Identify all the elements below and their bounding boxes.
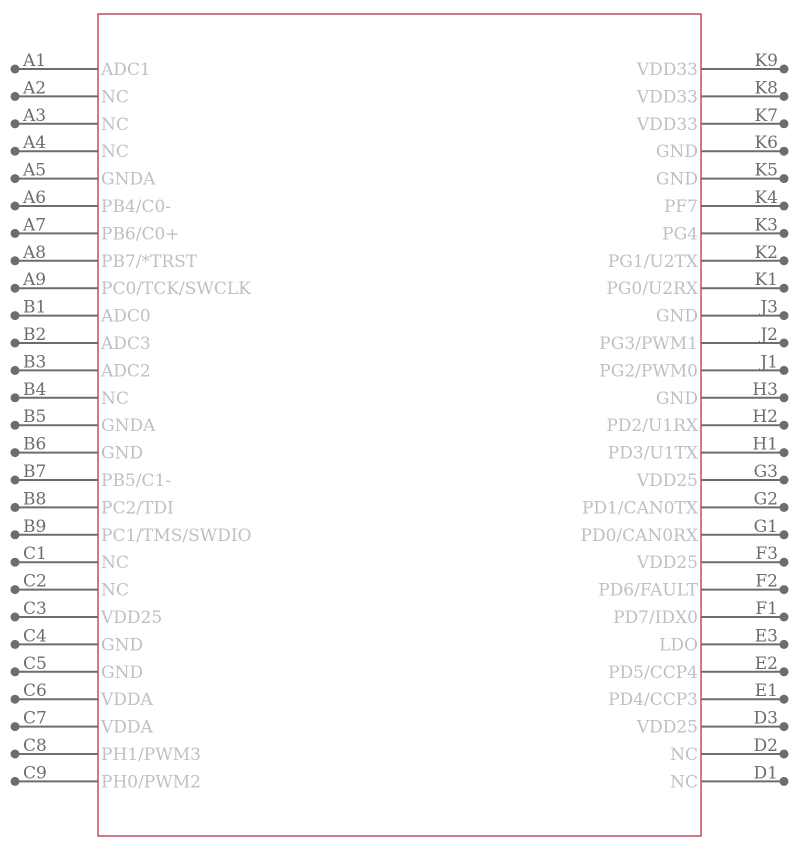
pin-g3 (636, 462, 789, 491)
pin-name-label: GNDA (101, 169, 156, 190)
pin-a3 (11, 106, 129, 135)
pin-name-label: VDD25 (636, 553, 698, 574)
pin-endpoint-dot (780, 667, 789, 676)
pin-name-label: ADC1 (101, 60, 151, 80)
pin-endpoint-dot (11, 503, 20, 512)
pin-number-label: B4 (23, 379, 47, 400)
pin-name-label: PD5/CCP4 (608, 662, 698, 683)
pin-name-label: NC (101, 580, 129, 601)
pin-name-label: VDD25 (101, 608, 163, 628)
pin-number-label: C7 (23, 708, 47, 729)
pin-b7 (11, 462, 172, 491)
pin-number-label: D2 (753, 736, 778, 756)
pin-name-label: NC (101, 388, 129, 409)
pin-endpoint-dot (780, 339, 789, 348)
pin-number-label: C5 (23, 653, 47, 674)
pin-name-label: GND (655, 169, 698, 190)
pin-name-label: GND (655, 142, 698, 163)
pin-endpoint-dot (780, 695, 789, 704)
pin-name-label: VDD25 (636, 717, 698, 738)
pin-name-label: PB4/C0- (101, 197, 172, 217)
pin-endpoint-dot (11, 284, 20, 293)
pin-name-label: ADC0 (101, 306, 151, 327)
pin-number-label: F1 (755, 599, 778, 619)
pin-endpoint-dot (11, 695, 20, 704)
pin-name-label: PD3/U1TX (607, 443, 698, 464)
pin-d3 (636, 709, 789, 738)
pin-d2 (670, 736, 788, 765)
pin-endpoint-dot (780, 750, 789, 759)
pin-number-label: A9 (23, 270, 47, 291)
pin-number-label: B3 (23, 352, 47, 373)
pin-number-label: G1 (753, 516, 778, 537)
pin-endpoint-dot (11, 667, 20, 676)
pin-a6 (11, 188, 172, 217)
pin-number-label: A3 (23, 105, 47, 126)
pin-number-label: F2 (755, 571, 778, 592)
pin-e1 (608, 681, 788, 710)
pin-endpoint-dot (780, 585, 789, 594)
pin-name-label: NC (670, 745, 698, 765)
pin-a5 (11, 161, 157, 190)
pin-endpoint-dot (11, 448, 20, 457)
pin-b4 (11, 380, 129, 409)
pin-number-label: C8 (23, 736, 47, 756)
pin-f2 (598, 572, 788, 601)
pin-name-label: VDD33 (636, 87, 698, 108)
pin-endpoint-dot (11, 174, 20, 183)
pin-endpoint-dot (780, 119, 789, 128)
pin-endpoint-dot (780, 147, 789, 156)
pin-name-label: PC0/TCK/SWCLK (101, 279, 251, 300)
pin-k3 (662, 215, 788, 244)
pin-number-label: J3 (760, 297, 778, 318)
pin-number-label: A4 (23, 133, 47, 154)
pin-endpoint-dot (780, 393, 789, 402)
pin-endpoint-dot (780, 558, 789, 567)
pin-number-label: G2 (753, 489, 778, 510)
pin-name-label: VDD25 (636, 471, 698, 491)
pin-name-label: PD6/FAULT (598, 580, 698, 601)
pin-number-label: A7 (23, 215, 47, 236)
pin-f3 (636, 544, 789, 573)
pin-name-label: GND (655, 388, 698, 409)
pin-endpoint-dot (11, 421, 20, 430)
pin-endpoint-dot (780, 640, 789, 649)
pin-h1 (608, 435, 789, 464)
pin-k2 (608, 243, 789, 272)
pin-c4 (11, 626, 144, 655)
pin-endpoint-dot (780, 229, 789, 238)
pin-b2 (11, 325, 151, 354)
pin-number-label: K2 (754, 242, 778, 263)
pin-number-label: K1 (754, 270, 778, 291)
pin-a8 (11, 243, 198, 272)
pin-number-label: K8 (754, 78, 778, 99)
pin-endpoint-dot (780, 476, 789, 485)
pin-endpoint-dot (780, 722, 789, 731)
pin-name-label: GNDA (101, 416, 156, 437)
pin-endpoint-dot (780, 65, 789, 74)
pin-k8 (636, 78, 789, 107)
pin-name-label: PG3/PWM1 (599, 334, 698, 354)
pin-number-label: A5 (23, 160, 47, 181)
pin-name-label: VDD33 (636, 60, 698, 80)
pin-k6 (656, 133, 789, 162)
pin-name-label: PG0/U2RX (606, 279, 698, 300)
pin-a1 (11, 51, 151, 80)
pin-number-label: E2 (754, 653, 778, 674)
pin-k5 (656, 161, 789, 190)
pin-b5 (11, 407, 157, 436)
pin-number-label: B5 (23, 407, 47, 428)
pin-a9 (11, 270, 252, 299)
pin-endpoint-dot (780, 256, 789, 265)
pin-name-label: PB7/*TRST (101, 251, 198, 272)
pin-name-label: ADC2 (101, 361, 151, 382)
pin-name-label: VDDA (101, 690, 153, 711)
pin-k7 (636, 106, 789, 135)
pin-number-label: K6 (754, 133, 778, 154)
right-pin-group (581, 51, 789, 792)
pin-k1 (606, 270, 788, 299)
pin-name-label: PG2/PWM0 (599, 361, 698, 382)
pin-number-label: K5 (754, 160, 778, 181)
pin-endpoint-dot (11, 119, 20, 128)
pin-name-label: PD0/CAN0RX (580, 525, 698, 546)
pin-number-label: F3 (755, 544, 778, 565)
pin-name-label: PD2/U1RX (606, 416, 698, 437)
pin-a2 (11, 78, 129, 107)
pin-number-label: B8 (23, 489, 47, 510)
pin-endpoint-dot (11, 750, 20, 759)
pin-endpoint-dot (11, 393, 20, 402)
pin-c2 (11, 572, 129, 601)
pin-name-label: PD4/CCP3 (608, 690, 698, 711)
pin-number-label: H3 (752, 379, 778, 400)
pin-endpoint-dot (11, 202, 20, 211)
pin-name-label: NC (670, 772, 698, 793)
pin-name-label: ADC3 (101, 334, 151, 354)
pin-endpoint-dot (11, 722, 20, 731)
pin-name-label: PB6/C0+ (101, 224, 180, 245)
pin-a4 (11, 133, 129, 162)
pin-name-label: GND (101, 635, 144, 656)
pin-name-label: PG4 (662, 224, 698, 245)
pin-endpoint-dot (780, 421, 789, 430)
pin-name-label: PC2/TDI (101, 498, 174, 519)
pin-a7 (11, 215, 180, 244)
pin-endpoint-dot (11, 777, 20, 786)
pin-c9 (11, 763, 201, 792)
pin-number-label: D3 (753, 708, 778, 729)
pin-c3 (11, 599, 163, 628)
pin-d1 (670, 763, 788, 792)
pin-endpoint-dot (780, 530, 789, 539)
pin-number-label: E3 (754, 626, 778, 647)
pin-number-label: B2 (23, 325, 47, 345)
pin-endpoint-dot (11, 147, 20, 156)
pin-name-label: GND (655, 306, 698, 327)
pin-h3 (656, 380, 789, 409)
pin-name-label: VDDA (101, 717, 153, 738)
pin-number-label: B1 (23, 297, 47, 318)
pin-number-label: K4 (754, 188, 778, 208)
pin-endpoint-dot (11, 613, 20, 622)
pin-number-label: G3 (753, 462, 778, 482)
pin-name-label: PH1/PWM3 (101, 745, 201, 765)
pin-number-label: H1 (752, 434, 778, 455)
pin-c1 (11, 544, 129, 573)
pin-name-label: PF7 (663, 197, 698, 217)
pin-e2 (608, 654, 788, 683)
pin-endpoint-dot (11, 558, 20, 567)
pin-b6 (11, 435, 144, 464)
pin-number-label: C4 (23, 626, 47, 647)
pin-j1 (599, 352, 788, 381)
pin-number-label: A6 (23, 188, 47, 208)
pin-name-label: GND (101, 443, 144, 464)
pin-endpoint-dot (780, 311, 789, 320)
pin-number-label: B9 (23, 516, 47, 537)
pin-k9 (636, 51, 789, 80)
pin-endpoint-dot (780, 503, 789, 512)
pin-endpoint-dot (11, 530, 20, 539)
pin-number-label: A8 (23, 242, 47, 263)
pin-name-label: PD7/IDX0 (613, 608, 698, 628)
pin-number-label: A2 (23, 78, 47, 99)
pin-j3 (656, 298, 789, 327)
pin-b9 (11, 517, 252, 546)
pin-number-label: C1 (23, 544, 47, 565)
pin-name-label: PC1/TMS/SWDIO (101, 525, 252, 546)
pin-name-label: GND (101, 662, 144, 683)
pin-number-label: K7 (754, 105, 778, 126)
pin-name-label: NC (101, 114, 129, 135)
pin-h2 (606, 407, 788, 436)
pin-name-label: NC (101, 142, 129, 163)
pin-number-label: A1 (23, 51, 47, 71)
pin-c5 (11, 654, 144, 683)
pin-number-label: K9 (754, 51, 778, 71)
pin-number-label: J2 (760, 325, 778, 345)
pin-c6 (11, 681, 154, 710)
pin-endpoint-dot (780, 366, 789, 375)
pin-e3 (659, 626, 788, 655)
pin-number-label: E1 (754, 681, 778, 702)
pin-endpoint-dot (11, 256, 20, 265)
pin-b1 (11, 298, 151, 327)
pin-number-label: H2 (752, 407, 778, 428)
left-pin-group (11, 51, 252, 792)
pin-number-label: J1 (760, 352, 778, 373)
pin-number-label: K3 (754, 215, 778, 236)
pin-name-label: NC (101, 553, 129, 574)
pin-number-label: C3 (23, 599, 47, 619)
pin-name-label: NC (101, 87, 129, 108)
pin-g2 (582, 489, 789, 518)
pin-number-label: C6 (23, 681, 47, 702)
pin-endpoint-dot (11, 311, 20, 320)
pin-b8 (11, 489, 174, 518)
pin-number-label: C9 (23, 763, 47, 784)
pin-endpoint-dot (11, 92, 20, 101)
pin-endpoint-dot (780, 777, 789, 786)
pin-endpoint-dot (780, 284, 789, 293)
pin-endpoint-dot (780, 174, 789, 183)
pin-endpoint-dot (780, 92, 789, 101)
pin-endpoint-dot (11, 366, 20, 375)
pin-name-label: PH0/PWM2 (101, 772, 201, 793)
pin-name-label: PG1/U2TX (607, 251, 698, 272)
pin-g1 (581, 517, 789, 546)
pin-name-label: VDD33 (636, 114, 698, 135)
pin-endpoint-dot (780, 613, 789, 622)
pin-endpoint-dot (11, 476, 20, 485)
pin-number-label: D1 (753, 763, 778, 784)
pin-c7 (11, 709, 154, 738)
pin-number-label: C2 (23, 571, 47, 592)
pin-name-label: LDO (659, 635, 698, 656)
pin-endpoint-dot (780, 448, 789, 457)
pin-endpoint-dot (11, 339, 20, 348)
pin-c8 (11, 736, 201, 765)
pin-j2 (599, 325, 788, 354)
pin-b3 (11, 352, 151, 381)
pin-endpoint-dot (780, 202, 789, 211)
pin-endpoint-dot (11, 65, 20, 74)
pin-k4 (664, 188, 789, 217)
pin-endpoint-dot (11, 229, 20, 238)
pin-endpoint-dot (11, 640, 20, 649)
pin-endpoint-dot (11, 585, 20, 594)
pin-name-label: PB5/C1- (101, 471, 172, 491)
pin-name-label: PD1/CAN0TX (581, 498, 698, 519)
pin-number-label: B6 (23, 434, 47, 455)
pin-number-label: B7 (23, 462, 47, 482)
